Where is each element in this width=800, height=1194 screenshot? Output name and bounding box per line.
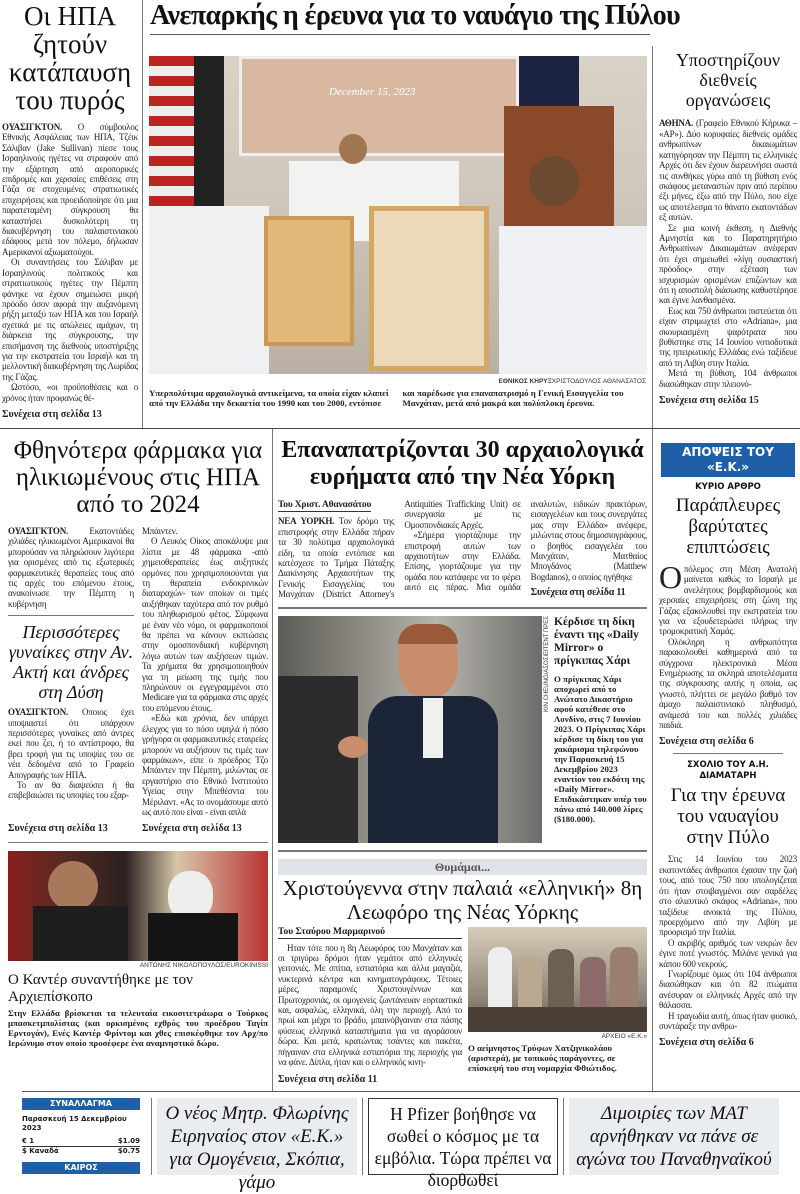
rate-label: $ Καναδά [22, 1146, 59, 1155]
paragraph: Μπάιντεν. [142, 525, 178, 536]
paragraph: Στις 14 Ιουνίου του 2023 εκατοντάδες άνθρωποι έχασαν την ζωή τους, από τους 750 που υπολογίζεται ότι ήταν στοιβαγμένοι σαν σαρδέλες στο αλιευτικό σκάφος «Adriana», που ταξίδευε ανοικτά της Πύλου, προερχόμενο από την Λιβύη με προορισμό την Ιταλία. [659, 854, 797, 938]
exchange-rates [22, 1137, 140, 1156]
byline: Του Σταύρου Μαρμαρινού [278, 927, 462, 939]
continue-link[interactable]: Συνέχεια στη σελίδα 15 [659, 395, 759, 407]
continue-link[interactable]: Συνέχεια στη σελίδα 6 [659, 1037, 754, 1049]
paragraph: Ηταν τότε που η 8η Λεωφόρος του Μανχάταν και οι τριγύρω δρόμοι ήταν γεμάτοι από ελληνικές γειτονιές. Με σπίτια, εστιατόρια και άλλα μαγαζιά, νυκτερινά κέντρα και κινηματογράφους. Τέτοιες μέρες, παραμονές Χριστουγέννων και Πρωτοχρονιάς, οι ομογενείς ζωντάνευαν εορταστικά και, ασφαλώς, ελληνικά, όλη την περιοχή. Από το πρωί και μέχρι το βράδυ, μπαινόβγαιναν στα πάσης φύσεως ελληνικά καταστήματα για να αγοράσουν δώρα. Και μετά, κρατώντας τσάντες και πακέτα, πήγαιναν στα ελληνικά εστιατόρια της περιοχής για να φάνε. Δίπλα, ήταν και ο ελληνικός κινη- [278, 942, 462, 1068]
article-rights-groups [653, 46, 800, 427]
opinion-column [653, 429, 800, 1091]
photo-credit: ΑΝΤΩΝΗΣ ΝΙΚΟΛΟΠΟΥΛΟΣ/EUROKINISSI [139, 962, 268, 970]
drugs-col1 [8, 526, 134, 834]
headline: Ο Καντέρ συναντήθηκε με τον Αρχιεπίσκοπο [8, 972, 193, 1006]
photo-credit [149, 375, 646, 386]
drugs-col2 [142, 526, 268, 834]
paragraph: (Γραφείο Εθνικού Κήρυκα – «AP»). Δύο κορυφαίες διεθνείς ομάδες ανθρωπίνων δικαιωμάτων κατηγόρησαν την Πέμπτη τις ελληνικές Αρχές ότι δεν έχουν διερευνήσει σωστά τις συνθήκες γύρω από τη βύθιση ενός σκάφους μεταναστών πριν από περίπου έξι μήνες, έξω από την Πύλο, που είχε ως αποτέλεσμα το θάνατο εκατοντάδων εξ αυτών. [659, 118, 797, 223]
weather-banner: ΚΑΙΡΟΣ [22, 1162, 140, 1174]
teaser-pfizer[interactable]: Η Pfizer βοήθησε να σωθεί ο κόσμος με τα εμβόλια. Τώρα πρέπει να διορθωθεί [368, 1098, 558, 1175]
paragraph: Σε μια κοινή έκθεση, η Διεθνής Αμνηστία και το Παρατηρητήριο Ανθρωπίνων Δικαιωμάτων ανέφεραν ότι έχει σημειωθεί «λίγη ουσιαστική πρόοδος» στην εξέταση των ισχυρισμών ορισμένων επιζώντων και ότι η αποστολή διάσωσης καθυστέρησε και έγινε λανθασμένα. [659, 222, 797, 306]
paragraph: Οποιος έχει υποψιαστεί ότι υπάρχουν περισσότερες γυναίκες από άντρες εκεί που ζει, ή το αντίστροφο, θα βρει τροφή για τις υποψίες του σε νέα δεδομένα από το Γραφείο Απογραφής των ΗΠΑ. [8, 707, 134, 780]
kanter-photo [8, 851, 268, 961]
exchange-rate-banner: ΣΥΝΑΛΛΑΓΜΑ [22, 1098, 140, 1110]
headline: Για την έρευνα του ναυαγίου στην Πύλο [670, 785, 786, 849]
credit-name: ΧΡΙΣΤΟΔΟΥΛΟΣ ΑΘΑΝΑΣΑΤΟΣ [551, 378, 646, 386]
headline: Παράπλευρες βαρύτατες επιπτώσεις [675, 494, 781, 558]
rate-row [22, 1137, 140, 1147]
exchange-box [22, 1098, 140, 1175]
teaser-florina[interactable]: Ο νέος Μητρ. Φλωρίνης Ειρηναίος στον «Ε.Κ.» για Ομογένεια, Σκόπια, γάμο [157, 1098, 357, 1175]
article-ceasefire [0, 0, 143, 428]
headline: Υποστηρίζουν διεθνείς οργανώσεις [675, 50, 781, 111]
rate-label: € 1 [22, 1136, 35, 1145]
left-column [0, 429, 273, 1091]
continue-link[interactable]: Συνέχεια στη σελίδα 11 [530, 587, 626, 599]
article-antiquities [278, 437, 647, 600]
headline: Οι ΗΠΑ ζητούν κατάπαυση του πυρός [8, 1, 132, 115]
continue-link[interactable]: Συνέχεια στη σελίδα 6 [659, 736, 754, 748]
kicker: ΚΥΡΙΟ ΑΡΘΡΟ [695, 481, 761, 492]
footer [22, 1091, 800, 1193]
opinions-section-banner: ΑΠΟΨΕΙΣ ΤΟΥ «Ε.Κ.» [661, 443, 795, 477]
paragraph: Γνωρίζουμε όμως ότι 104 άνθρωποι διασώθηκαν και ότι 82 πτώματα ανέσυραν οι ελληνικές Αρχές από την θάλασσα. [659, 968, 797, 1011]
continue-link[interactable]: Συνέχεια στη σελίδα 11 [278, 1073, 378, 1085]
paragraph: Οι συναντήσεις του Σάλιβαν με Ισραηλινούς πολιτικούς και στρατιωτικούς ηγέτες την Πέμπτη φάνηκε να έχουν σημειώσει μικρή πρόοδο όσον αφορά την αυξανόμενη ρήξη μεταξύ των ΗΠΑ και του Ισραήλ σχετικά με τις απώλειες αμάχων, τη διάρκεια της σύγκρουσης, την επισήμανση της διεθνούς υποστήριξης για την εκστρατεία του Ισραήλ και τη μελλοντική διακυβέρνηση της Λωρίδας της Γάζας. [2, 257, 138, 382]
photo-caption: Υπερπολύτιμα αρχαιολογικά αντικείμενα, τα οποία είχαν κλαπεί από την Ελλάδα την δεκαετία του 1990 και του 2000, εντόπισε και παρέδωσε για επαναπατρισμό η Γενική Εισαγγελία του Μανχάταν, μετά από μακρά και πολύπλοκη έρευνα. [149, 388, 624, 409]
headline: Περισσότερες γυναίκες στην Αν. Ακτή και άνδρες στη Δύση [8, 622, 134, 703]
paragraph: Ο Λευκός Οίκος αποκάλυψε μια λίστα με 48 φάρμακα -από χημειοθεραπείες έως αυξητικές ορμόνες που χρησιμοποιούνται για τη θεραπεία ενδοκρινικών διαταραχών- των οποίων οι τιμές αυξήθηκαν ταχύτερα από τον ρυθμό του πληθωρισμού φέτος. Σύμφωνα με έναν νέο νόμο, οι φαρμακοποιοί θα πρέπει να κάνουν εκπτώσεις στην ομοσπονδιακή κυβέρνηση λόγω αυτών των αυξήσεων τιμών. Τα χρήματα θα χρησιμοποιηθούν για τη μείωση της τιμής που πληρώνουν οι εγγεγραμμένοι στο Medicare για τα φάρμακα στις αρχές του επόμενου έτους. [142, 536, 268, 713]
middle-band [0, 428, 800, 1091]
byline: Του Χριστ. Αθανασάτου [278, 500, 371, 512]
exchange-date: Παρασκευή 15 Δεκεμβρίου 2023 [22, 1114, 127, 1132]
antiquities-photo [149, 56, 647, 374]
article-christmas [278, 859, 647, 1085]
paragraph: «Εδώ και χρόνια, δεν υπάρχει έλεγχος για το πόσο υψηλά ή πόσο γρήγορα οι φαρμακευτικές εταιρείες μπορούν να αυξήσουν τις τιμές των φαρμάκων», είπε ο πρόεδρος Τζο Μπάιντεν την Πέμπτη, μιλώντας σε εργαστήριο στο Εθνικό Ινστιτούτο Υγείας στην Μπεθέσντα του Μέριλαντ. «Ας το ονομάσουμε αυτό ως αυτό που είναι - είναι απλά [142, 713, 268, 817]
headline: Κέρδισε τη δίκη έναντι της «Daily Mirror» ο πρίγκιπας Χάρι [554, 615, 639, 667]
top-band [0, 0, 800, 428]
editorial-body [659, 558, 797, 731]
paragraph: Τον δρόμο της επιστροφής στην Ελλάδα πήραν τα 30 πολύτιμα αρχαιολογικά είδη, τα οποία εντόπισε και κατέσχεσε το Τμήμα Πάταξης Διακίνησης Αρχαιοτήτων της Γενικής Εισαγγελίας του Μανχάταν (District Attorney's Antiquities Trafficking Unit) σε συνεργασία με τις Ομοσπονδιακές Αρχές. [278, 498, 521, 600]
screen-date-text: December 15, 2023 [329, 86, 416, 99]
main-headline: Ανεπαρκής η έρευνα για το ναυάγιο της Πύλου [150, 0, 681, 31]
paragraph: Εως και 750 άνθρωποι πιστεύεται ότι είχαν στριμωχτεί στο «Adriana», μια σκουριασμένη ψαρότρατα που βυθίστηκε στις 14 Ιουνίου νοτιοδυτικά της ηπειρωτικής Ελλάδας ενώ ταξίδευε από τη Λιβύη στην Ιταλία. [659, 305, 797, 368]
continue-link[interactable]: Συνέχεια στη σελίδα 13 [8, 823, 108, 835]
drop-cap: Ο [659, 558, 682, 595]
paragraph: Ωστόσο, «οι προϋποθέσεις και ο χρόνος ήταν προφανώς θέ- [2, 382, 138, 403]
headline: Χριστούγεννα στην παλαιά «ελληνική» 8η Λεωφόρο της Νέας Υόρκης [282, 875, 643, 924]
rate-value: $0.75 [117, 1146, 140, 1155]
photo-credit: ΑΡΧΕΙΟ «Ε.Κ.» [601, 1032, 647, 1040]
paragraph: Ολόκληρη η ανθρωπότητα παρακολουθεί καθημερινά από τα σύγχρονα ηλεκτρονικά Μέσα Ενημέρωσης τα σκληρά αποτελέσματα της σύγκρουσης αυτής η οποία, ως γνωστό, πλήττει σε μεγάλο βαθμό τον άμαχο παλαιστινιακό πληθυσμό, ανάμεσά του και πολλές χιλιάδες παιδιά. [659, 636, 797, 731]
dateline: ΟΥΑΣΙΓΚΤΟΝ. [8, 525, 69, 536]
section-kicker: Θυμάμαι... [278, 859, 647, 875]
harry-text: Ο πρίγκιπας Χάρι αποχωρεί από το Ανώτατο Δικαστήριο αφού κατέθεσε στο Λονδίνο, στις 7 Ιουνίου 2023. Ο Πρίγκιπας Χάρι κέρδισε τη δίκη του για χακάρισμα τηλεφώνου την Παρασκευή 15 Δεκεμβρίου 2023 εναντίον του εκδότη της «Daily Mirror». Επιδικάστηκαν υπέρ του πάνω από 140.000 λίρες ($180.000). [554, 673, 647, 824]
top-photo-area [143, 46, 653, 427]
prince-harry-photo [278, 616, 542, 843]
paragraph: πόλεμος στη Μέση Ανατολή μαίνεται καθώς το Ισραήλ με ανελέητους βομβαρδισμούς και χερσαίες επιχειρήσεις στη ζώνη της Γάζας εξακολουθεί την εκστρατεία του για να εξουδετερώσει πλήρως την τρομοκρατική Χαμάς. [659, 563, 797, 637]
article-harry [278, 616, 647, 843]
paragraph: Εκατοντάδες χιλιάδες ηλικιωμένοι Αμερικανοί θα μπορούσαν να πληρώσουν λιγότερα για ορισμένες από τις εξωτερικές φαρμακευτικές θεραπείες τους από τις αρχές του επόμενου έτους, ανακοίνωσε την Πέμπτη η κυβέρνηση [8, 525, 134, 609]
comment-body [659, 854, 797, 1031]
dateline: ΝΕΑ ΥΟΡΚΗ. [278, 516, 335, 527]
kanter-text: Στην Ελλάδα βρίσκεται τα τελευταία εικοσιτετράωρα ο Τούρκος μπασκετμπολίστας (και ορκισμένος εχθρός του προέδρου Ταγίπ Ερντογάν), Ενές Καντέρ Φρίντομ και χθες επισκέφθηκε τον Αρχ/πο Ιερώνυμο στον οποίο προσέφερε ένα αναμνηστικό δώρο. [8, 1008, 268, 1049]
photo-credit: ΚΙΝ CHEUNG/ΑΣΟΣΙΕΪΤΕΝΤ ΠΡΕΣ [544, 615, 550, 712]
dateline: ΟΥΑΣΙΓΚΤΟΝ. [8, 707, 69, 718]
paragraph: Μετά τη βύθιση, 104 άνθρωποι διασώθηκαν στην πλειονό- [659, 368, 797, 389]
credit-agency: ΕΘΝΙΚΟΣ ΚΗΡΥΞ [498, 378, 552, 386]
paragraph: Ο ακριβής αριθμός των νεκρών δεν έγινε ποτέ γνωστός. Μιλάνε γενικά για κάπου 600 νεκρούς. [659, 937, 797, 969]
middle-column [273, 429, 653, 1091]
headline: Φθηνότερα φάρμακα για ηλικιωμένους στις ΗΠΑ από το 2024 [13, 436, 263, 518]
photo-caption: Ο αείμνηστος Τρύφων Χατζηνικολάου (αριστερά), με τοπικούς παράγοντες, σε επίσκεψή του στη νομαρχία Φθιώτιδος. [468, 1042, 617, 1073]
rate-row [22, 1147, 140, 1156]
kicker: ΣΧΟΛΙΟ ΤΟΥ Α.Η. ΔΙΑΜΑΤΑΡΗ [687, 760, 769, 782]
teaser-mat[interactable]: Διμοιρίες των ΜΑΤ αρνήθηκαν να πάνε σε αγώνα του Παναθηναϊκού [569, 1098, 779, 1175]
rate-value: $1.09 [117, 1136, 140, 1145]
dateline: ΟΥΑΣΙΓΚΤΟΝ. [2, 122, 63, 132]
continue-link[interactable]: Συνέχεια στη σελίδα 13 [2, 408, 102, 420]
main-headline-area [143, 0, 800, 46]
paragraph: Το αν θα διαψεύσει ή θα επιβεβαιώσει τις υποψίες του εξαρ- [8, 780, 134, 801]
article-kanter [8, 851, 268, 1048]
dateline: ΑΘΗΝΑ. [659, 118, 694, 129]
hatzinikolaou-photo [468, 927, 647, 1032]
article-women [8, 622, 134, 801]
paragraph: Η τραγωδία αυτή, όπως ήταν φυσικό, συντάραξε την ανθρω- [659, 1010, 797, 1031]
continue-link[interactable]: Συνέχεια στη σελίδα 13 [142, 823, 242, 835]
paragraph: «Σήμερα γιορτάζουμε την επιστροφή αυτών των αρχαιοτήτων στην Ελλάδα. Επίσης, γιορτάζουμε για την ομάδα που κατάφερε να το φέρει αυτό εις πέρας. Μια ομάδα αναλυτών, ειδικών πρακτόρων, εισαγγελέων και τους συνεργάτες μας στην Ελλάδα» ανέφερε, μιλώντας στους δημοσιογράφους, ο βοηθός εισαγγελέα του Μανχάταν, Ματθαίος Μπογδάνος (Matthew Bogdanos), ο οποίος ηγήθηκε [404, 498, 647, 593]
headline: Επαναπατρίζονται 30 αρχαιολογικά ευρήματα από την Νέα Υόρκη [281, 436, 644, 490]
paragraph: Ο σύμβουλος Εθνικής Ασφάλειας των ΗΠΑ, Τζέικ Σάλιβαν (Jake Sullivan) πίεσε τους Ισραηλινούς ηγέτες να στραφούν από την εξάρτηση από αεροπορικές επιδρομές και χερσαίες επιθέσεις στη Γάζα σε στοχευμένες στρατιωτικές επιχειρήσεις και προειδοποίησε ότι μια παρατεταμένη σύγκρουση θα καταστήσει δυσκολότερη τη διακυβέρνηση του παλαιστινιακού εδάφους μετά τον πόλεμο, δήλωσαν Αμερικανοί αξιωματούχοι. [2, 122, 138, 257]
